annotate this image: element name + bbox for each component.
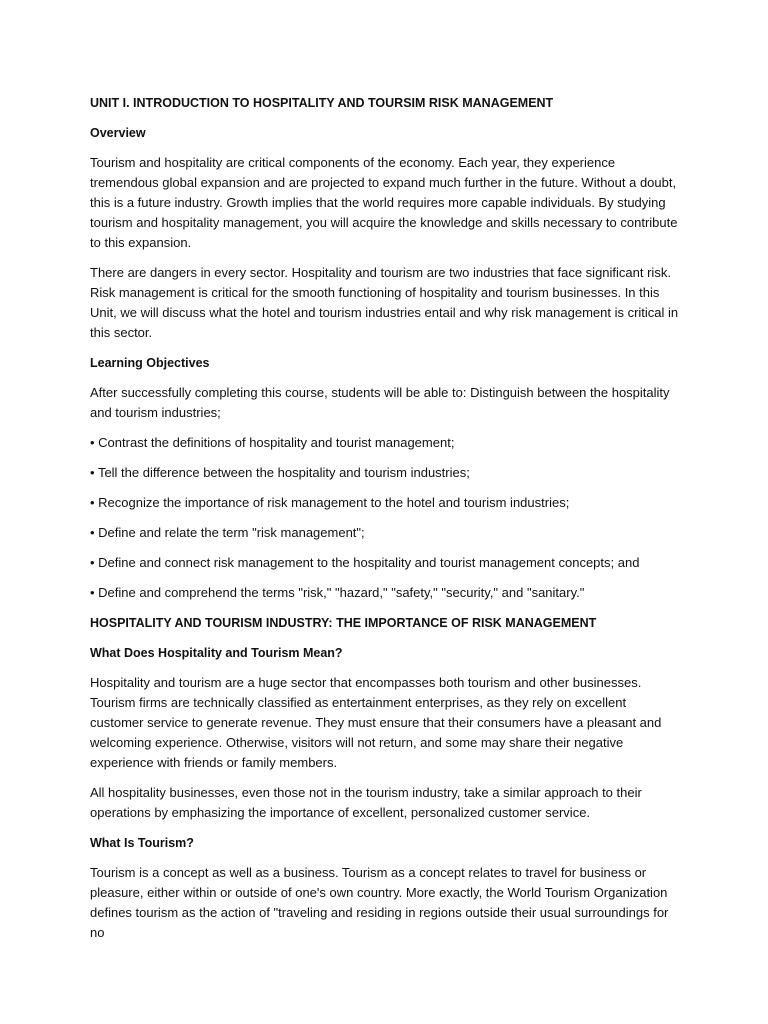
question-heading-2: What Is Tourism? [90,836,194,850]
objective-item-5: • Define and connect risk management to the hospitality and tourist management concepts; and [90,553,680,573]
objective-item-1: • Contrast the definitions of hospitality and tourist management; [90,433,680,453]
objective-item-4: • Define and relate the term "risk management"; [90,523,680,543]
overview-paragraph-1: Tourism and hospitality are critical components of the economy. Each year, they experience tremendous global expansion and are projected to expand much further in the future. Without a doubt, this is a future industry. Growth implies that the world requires more capable individuals. By studying tourism and hospitality management, you will acquire the knowledge and skills necessary to contribute to this expansion. [90,155,678,250]
objective-item-6: • Define and comprehend the terms "risk," "hazard," "safety," "security," and "sanitary." [90,583,680,603]
objectives-heading: Learning Objectives [90,356,210,370]
unit-title: UNIT I. INTRODUCTION TO HOSPITALITY AND TOURSIM RISK MANAGEMENT [90,96,554,110]
document-body [90,93,680,953]
overview-paragraph-2: There are dangers in every sector. Hospitality and tourism are two industries that face significant risk. Risk management is critical for the smooth functioning of hospitality and tourism businesses. In this Unit, we will discuss what the hotel and tourism industries entail and why risk management is critical in this sector. [90,265,679,340]
question-heading-1: What Does Hospitality and Tourism Mean? [90,646,343,660]
objective-item-2: • Tell the difference between the hospitality and tourism industries; [90,463,680,483]
section-heading: HOSPITALITY AND TOURISM INDUSTRY: THE IMPORTANCE OF RISK MANAGEMENT [90,616,597,630]
question-1-paragraph-1: Hospitality and tourism are a huge sector that encompasses both tourism and other businesses. Tourism firms are technically classified as entertainment enterprises, as they rely on excellent customer service to generate revenue. They must ensure that their consumers have a pleasant and welcoming experience. Otherwise, visitors will not return, and some may share their negative experience with friends or family members. [90,675,662,770]
objective-item-3: • Recognize the importance of risk management to the hotel and tourism industries; [90,493,680,513]
overview-heading: Overview [90,126,146,140]
objectives-intro: After successfully completing this course, students will be able to: Distinguish between the hospitality and tourism industries; [90,385,670,420]
question-1-paragraph-2: All hospitality businesses, even those not in the tourism industry, take a similar approach to their operations by emphasizing the importance of excellent, personalized customer service. [90,785,642,820]
question-2-paragraph-1: Tourism is a concept as well as a business. Tourism as a concept relates to travel for business or pleasure, either within or outside of one's own country. More exactly, the World Tourism Organization defines tourism as the action of "traveling and residing in regions outside their usual surroundings for no [90,865,669,940]
